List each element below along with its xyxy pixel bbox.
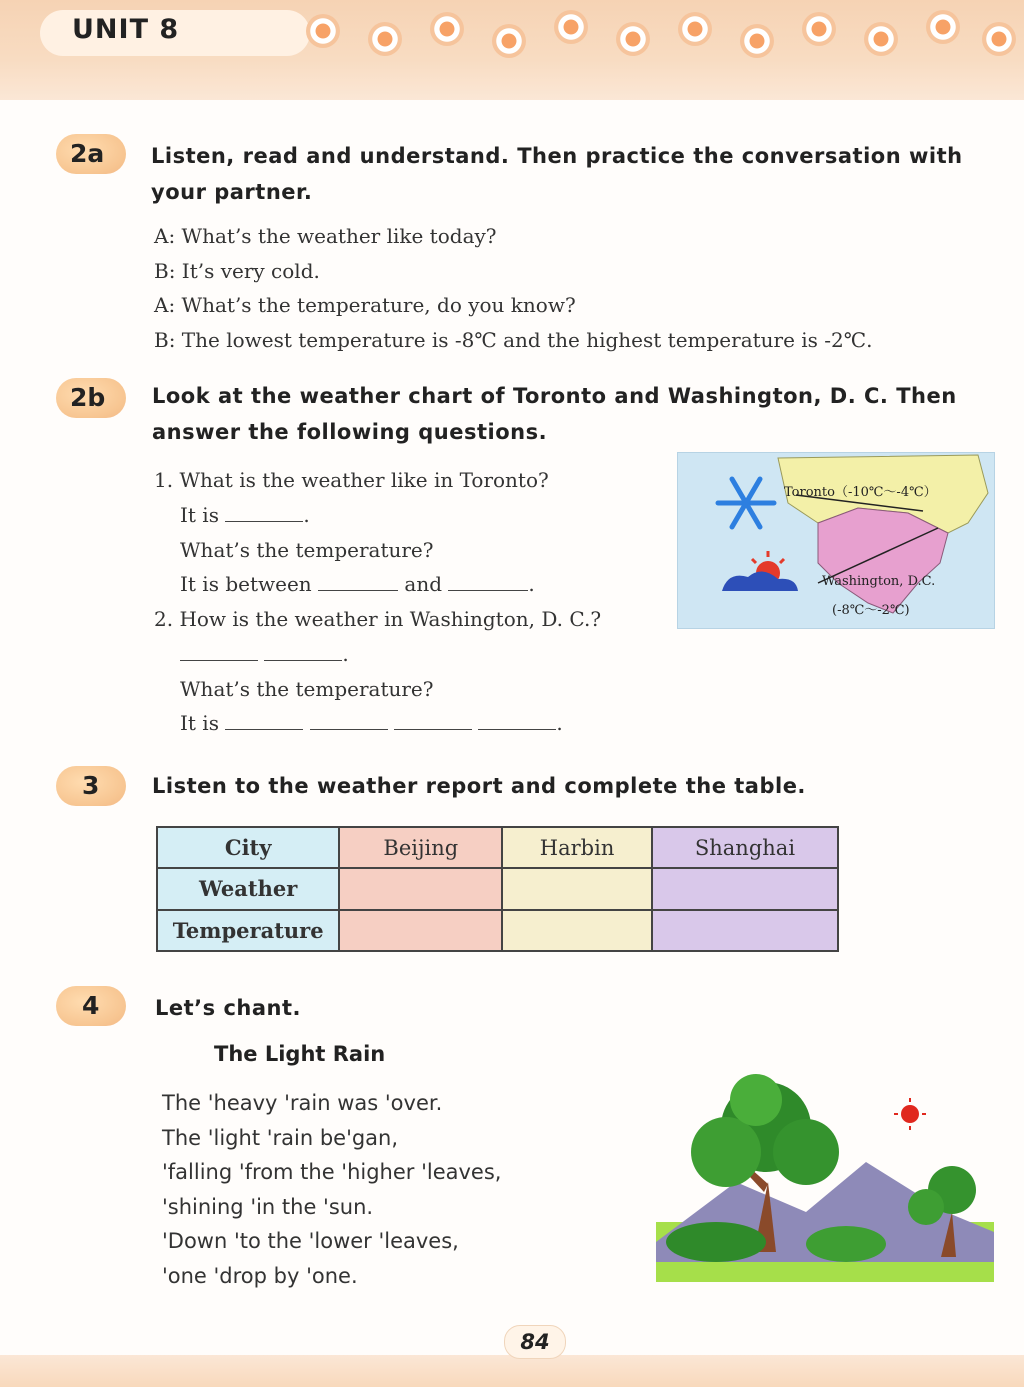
answer-prefix: It is bbox=[180, 711, 219, 735]
chant-line: 'falling 'from the 'higher 'leaves, bbox=[162, 1160, 502, 1184]
section-badge-2b: 2b bbox=[56, 378, 126, 418]
dot-icon bbox=[492, 24, 526, 58]
chant-line: 'one 'drop by 'one. bbox=[162, 1264, 358, 1288]
footer-band bbox=[0, 1355, 1024, 1387]
question-sub: What’s the temperature? bbox=[180, 538, 434, 562]
dot-icon bbox=[982, 22, 1016, 56]
answer-blank[interactable] bbox=[225, 711, 303, 730]
dot-icon bbox=[430, 12, 464, 46]
table-row-label: Temperature bbox=[157, 910, 339, 951]
table-cell[interactable] bbox=[339, 910, 502, 951]
answer-blank[interactable] bbox=[310, 711, 388, 730]
table-header-cell: City bbox=[157, 827, 339, 868]
dialogue-line: B: It’s very cold. bbox=[154, 259, 320, 283]
answer-line: It is . bbox=[180, 711, 563, 735]
table-header-cell: Beijing bbox=[339, 827, 502, 868]
washington-label: Washington, D.C. bbox=[822, 574, 936, 589]
unit-title: UNIT 8 bbox=[72, 14, 180, 45]
dot-icon bbox=[678, 12, 712, 46]
answer-blank[interactable] bbox=[225, 503, 303, 522]
dot-icon bbox=[554, 10, 588, 44]
dot-icon bbox=[802, 12, 836, 46]
answer-prefix: It is bbox=[180, 503, 219, 527]
table-cell[interactable] bbox=[652, 868, 838, 909]
weather-map bbox=[677, 452, 995, 629]
tree-scene-image bbox=[656, 1072, 994, 1282]
section-badge-2a: 2a bbox=[56, 134, 126, 174]
table-row-label: Weather bbox=[157, 868, 339, 909]
instruction-2a: Listen, read and understand. Then practice the conversation with your partner. bbox=[151, 144, 963, 204]
question-2: 2. How is the weather in Washington, D. C.? bbox=[154, 607, 602, 631]
chant-title: The Light Rain bbox=[214, 1042, 386, 1066]
section-badge-3: 3 bbox=[56, 766, 126, 806]
answer-blank[interactable] bbox=[394, 711, 472, 730]
answer-blank[interactable] bbox=[180, 642, 258, 661]
dot-icon bbox=[306, 14, 340, 48]
page-number: 84 bbox=[504, 1325, 566, 1359]
dialogue-line: B: The lowest temperature is -8℃ and the highest temperature is -2℃. bbox=[154, 328, 873, 352]
table-cell[interactable] bbox=[652, 910, 838, 951]
answer-blank[interactable] bbox=[478, 711, 556, 730]
table-header-cell: Harbin bbox=[502, 827, 652, 868]
sun-icon bbox=[894, 1098, 926, 1130]
dialogue-line: A: What’s the weather like today? bbox=[154, 224, 497, 248]
answer-blank[interactable] bbox=[318, 572, 398, 591]
answer-and: and bbox=[404, 572, 442, 596]
tree-illustration bbox=[656, 1072, 994, 1282]
dialogue-line: A: What’s the temperature, do you know? bbox=[154, 293, 576, 317]
washington-temp-label: (-8℃～-2℃) bbox=[832, 603, 910, 618]
answer-blank[interactable] bbox=[264, 642, 342, 661]
dot-icon bbox=[740, 24, 774, 58]
answer-line: It is . bbox=[180, 503, 310, 527]
table-cell[interactable] bbox=[339, 868, 502, 909]
chant-line: 'shining 'in the 'sun. bbox=[162, 1195, 374, 1219]
chant-line: The 'heavy 'rain was 'over. bbox=[162, 1091, 443, 1115]
dot-icon bbox=[616, 22, 650, 56]
sun-cloud-icon bbox=[722, 551, 798, 591]
table-cell[interactable] bbox=[502, 868, 652, 909]
chant-line: The 'light 'rain be'gan, bbox=[162, 1126, 399, 1150]
toronto-label: Toronto（-10℃～-4℃） bbox=[784, 485, 937, 500]
answer-line: It is between and . bbox=[180, 572, 535, 596]
decorative-dots bbox=[300, 10, 1024, 58]
dot-icon bbox=[926, 10, 960, 44]
instruction-3: Listen to the weather report and complete the table. bbox=[152, 774, 806, 798]
instruction-2b: Look at the weather chart of Toronto and Washington, D. C. Then answer the following questions. bbox=[152, 384, 957, 444]
table-row bbox=[157, 868, 838, 909]
instruction-4: Let’s chant. bbox=[155, 996, 301, 1020]
question-sub: What’s the temperature? bbox=[180, 677, 434, 701]
snowflake-icon bbox=[718, 479, 774, 527]
table-cell[interactable] bbox=[502, 910, 652, 951]
answer-prefix: It is between bbox=[180, 572, 312, 596]
table-row bbox=[157, 827, 838, 868]
chant-line: 'Down 'to the 'lower 'leaves, bbox=[162, 1229, 459, 1253]
dot-icon bbox=[368, 22, 402, 56]
table-row bbox=[157, 910, 838, 951]
weather-table bbox=[156, 826, 839, 952]
table-header-cell: Shanghai bbox=[652, 827, 838, 868]
answer-blank[interactable] bbox=[448, 572, 528, 591]
question-1: 1. What is the weather like in Toronto? bbox=[154, 468, 549, 492]
section-badge-4: 4 bbox=[56, 986, 126, 1026]
dot-icon bbox=[864, 22, 898, 56]
answer-line: . bbox=[180, 642, 349, 666]
